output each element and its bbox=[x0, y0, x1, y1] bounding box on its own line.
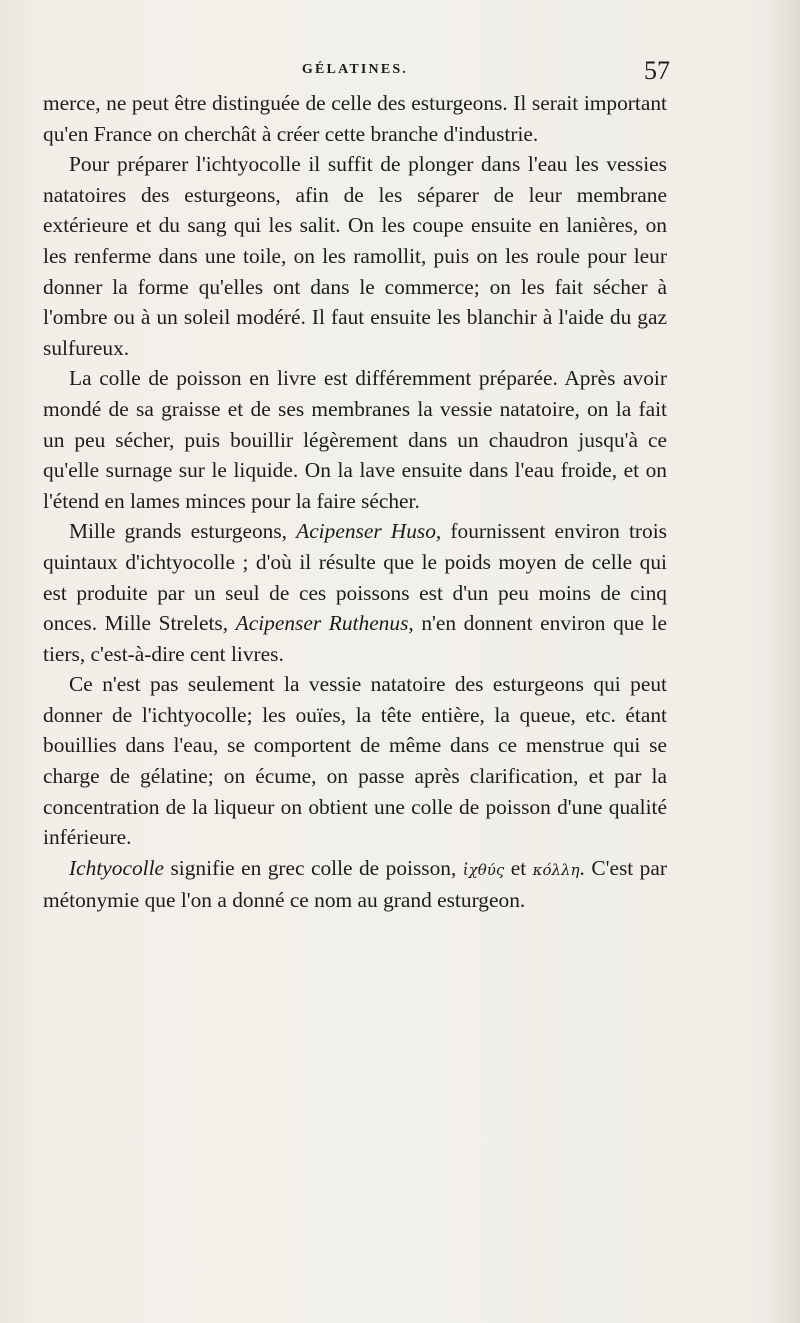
body-text bbox=[43, 88, 667, 916]
page-number: 57 bbox=[644, 56, 670, 85]
paragraph-4-part-1: Mille grands esturgeons, bbox=[69, 519, 297, 544]
paragraph-6 bbox=[43, 853, 667, 916]
paragraph-5: Ce n'est pas seulement la vessie natatoire des esturgeons qui peut donner de l'ichtyocolle; les ouïes, la tête entière, la queue, etc. étant bouillies dans l'eau, se comportent de même dans ce menstrue qui se charge de gélatine; on écume, on passe après clarification, et par la concentration de la liqueur on obtient une colle de poisson d'une qualité inférieure. bbox=[43, 672, 667, 850]
paragraph-6-part-1: signifie en grec colle de poisson, bbox=[164, 855, 463, 880]
species-name-huso: Acipenser Huso, bbox=[296, 519, 442, 544]
paragraph-3: La colle de poisson en livre est différemment préparée. Après avoir mondé de sa graisse et de ses membranes la vessie natatoire, on la fait un peu sécher, puis bouillir légèrement dans un chaudron jusqu'à ce qu'elle surnage sur le liquide. On la lave ensuite dans l'eau froide, et on l'étend en lames minces pour la faire sécher. bbox=[43, 366, 667, 513]
term-ichtyocolle: Ichtyocolle bbox=[69, 855, 165, 880]
page-edge-shadow bbox=[770, 0, 800, 1323]
greek-word-glue: κόλλη bbox=[532, 860, 580, 879]
species-name-ruthenus: Acipenser Ruthenus, bbox=[235, 611, 414, 636]
paragraph-4-part-2: fournissent environ trois quintaux d'ichtyocolle ; d'où il résulte que le poids moyen de celle qui est produite par un seul de ces poissons est d'un peu moins de cinq onces. Mille Strelets, bbox=[43, 519, 668, 636]
paragraph-2: Pour préparer l'ichtyocolle il suffit de plonger dans l'eau les vessies natatoires des esturgeons, afin de les séparer de leur membrane extérieure et du sang qui les salit. On les coupe ensuite en lanières, on les renferme dans une toile, on les ramollit, puis on les roule pour leur donner la forme qu'elles ont dans le commerce; on les fait sécher à l'ombre ou à un soleil modéré. Il faut ensuite les blanchir à l'aide du gaz sulfureux. bbox=[43, 152, 667, 360]
paragraph-6-part-3: . C'est par métonymie que l'on a donné ce nom au grand esturgeon. bbox=[43, 855, 667, 913]
paragraph-4 bbox=[43, 516, 667, 669]
greek-word-fish: ἰχθύς bbox=[462, 860, 505, 879]
paragraph-6-part-2: et bbox=[504, 855, 533, 880]
page-header bbox=[40, 56, 670, 90]
paragraph-1: merce, ne peut être distinguée de celle des esturgeons. Il serait important qu'en France on cherchât à créer cette branche d'industrie. bbox=[43, 91, 667, 146]
running-title: GÉLATINES. bbox=[301, 62, 409, 77]
paragraph-4-part-3: n'en donnent environ que le tiers, c'est-à-dire cent livres. bbox=[43, 611, 667, 666]
